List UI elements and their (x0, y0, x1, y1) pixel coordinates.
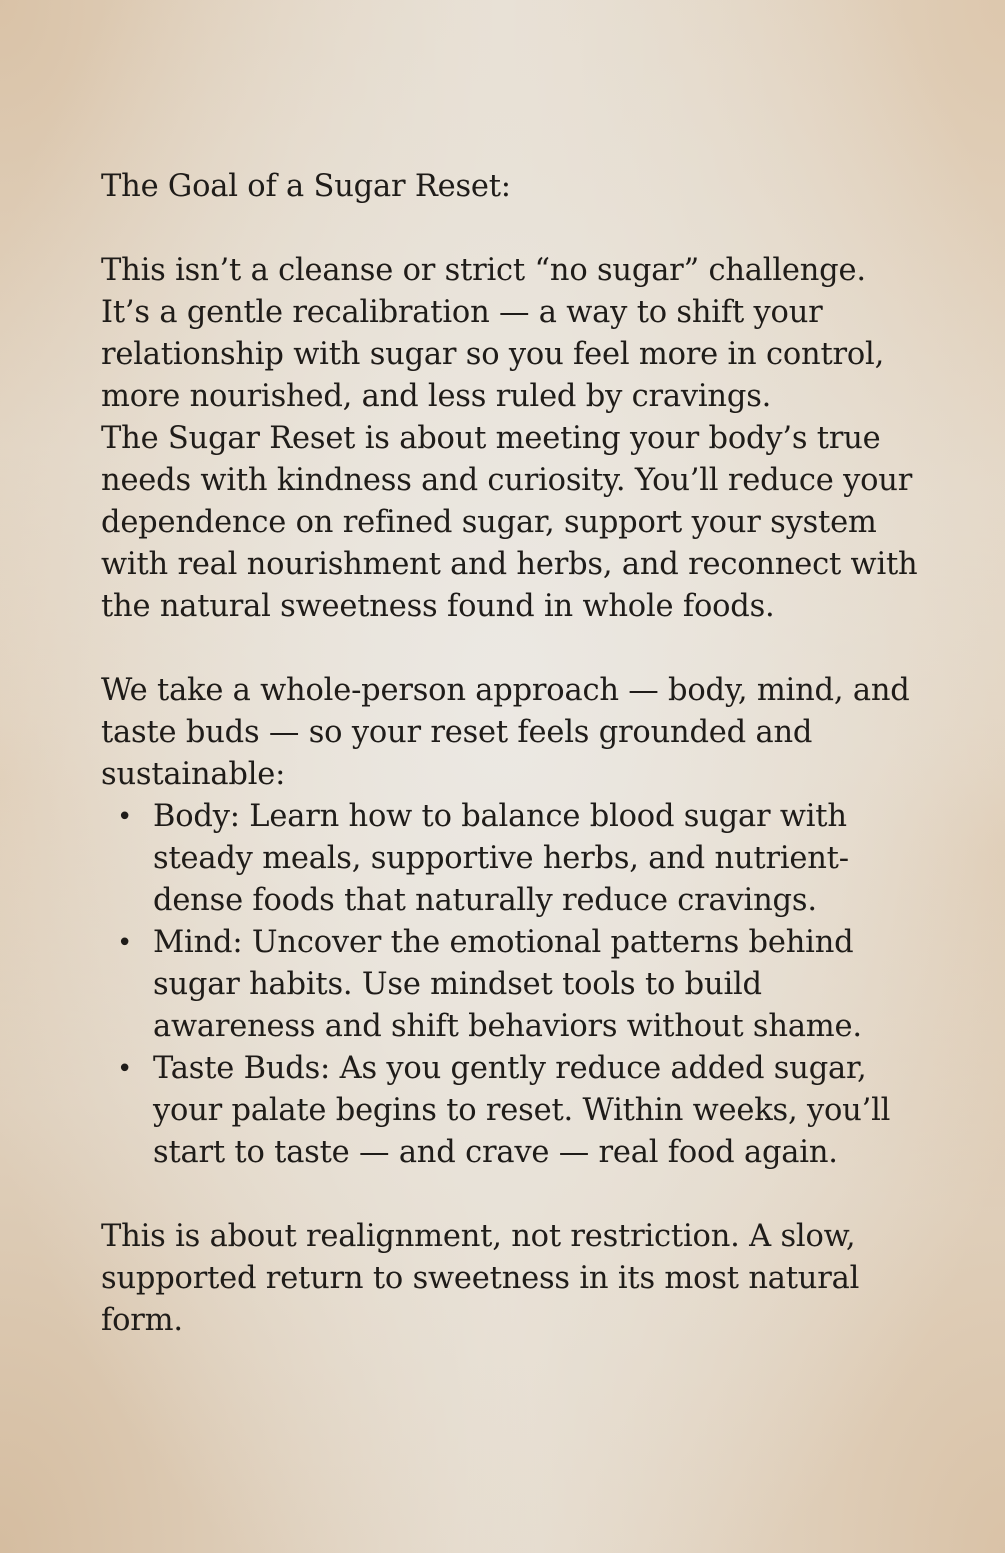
list-item-text: Body: Learn how to balance blood sugar with steady meals, supportive herbs, and nutrient-dense foods that naturally reduce cravings. (153, 799, 849, 918)
list-item-mind (101, 922, 921, 1048)
list-item-body (101, 796, 921, 922)
intro-paragraph-2: The Sugar Reset is about meeting your body’s true needs with kindness and curiosity. You’ll reduce your dependence on refined sugar, support your system with real nourishment and herbs, and reconnect with the natural sweetness found in whole foods. (101, 421, 918, 624)
list-item-taste-buds (101, 1048, 921, 1174)
bullet-icon: • (117, 928, 133, 958)
approach-list (101, 796, 921, 1174)
list-item-text: Taste Buds: As you gently reduce added sugar, your palate begins to reset. Within weeks, you’ll start to taste — and crave — real food again. (153, 1051, 891, 1170)
document-body (101, 166, 921, 1342)
page-title: The Goal of a Sugar Reset: (101, 169, 511, 204)
list-item-text: Mind: Uncover the emotional patterns behind sugar habits. Use mindset tools to build awareness and shift behaviors without shame. (153, 925, 862, 1044)
paragraph-spacer (101, 1174, 921, 1216)
bullet-icon: • (117, 1054, 133, 1084)
bullet-icon: • (117, 802, 133, 832)
paragraph-spacer (101, 628, 921, 670)
closing-paragraph: This is about realignment, not restriction. A slow, supported return to sweetness in its most natural form. (101, 1219, 860, 1338)
intro-paragraph-1: This isn’t a cleanse or strict “no sugar” challenge. It’s a gentle recalibration — a way to shift your relationship with sugar so you feel more in control, more nourished, and less ruled by cravings. (101, 253, 885, 414)
approach-paragraph: We take a whole-person approach — body, mind, and taste buds — so your reset feels grounded and sustainable: (101, 673, 910, 792)
